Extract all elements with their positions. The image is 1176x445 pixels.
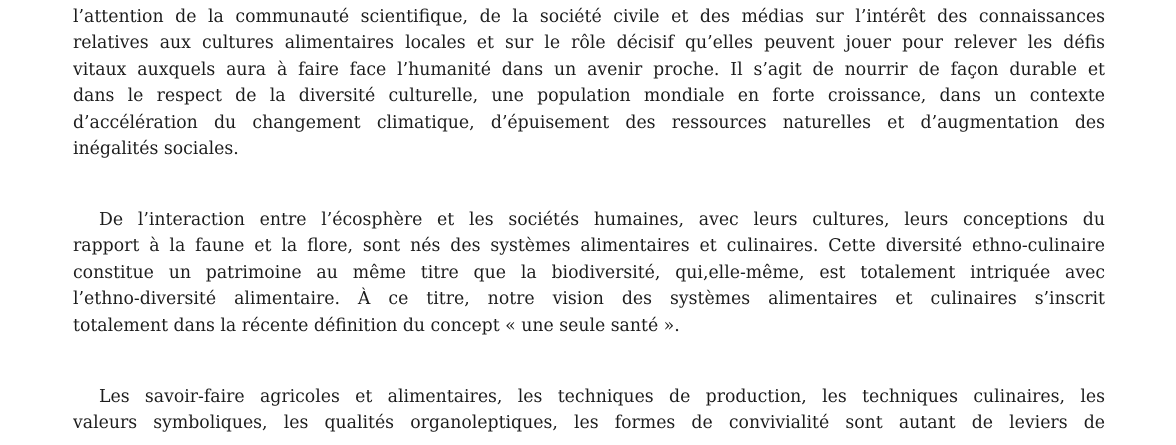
text-line: relatives aux cultures alimentaires locales et sur le rôle décisif qu’elles peuvent jouer pour relever les défis: [73, 33, 1105, 54]
text-line: totalement dans la récente définition du concept « une seule santé ».: [73, 315, 680, 336]
text-line: d’accélération du changement climatique, d’épuisement des ressources naturelles et d’augmentation des: [73, 112, 1105, 133]
text-line: constitue un patrimoine au même titre que la biodiversité, qui,elle-même, est totalement intriquée avec: [73, 262, 1105, 283]
document-page: [73, 0, 1105, 445]
text-line: dans le respect de la diversité culturelle, une population mondiale en forte croissance, dans un contexte: [73, 86, 1105, 107]
text-line: inégalités sociales.: [73, 139, 239, 160]
paragraph-3: [73, 384, 1105, 437]
paragraph-1: [73, 4, 1105, 162]
text-line: rapport à la faune et la flore, sont nés des systèmes alimentaires et culinaires. Cette diversité ethno-culinaire: [73, 236, 1105, 257]
text-line: De l’interaction entre l’écosphère et les sociétés humaines, avec leurs cultures, leurs conceptions du: [99, 210, 1105, 230]
text-line: valeurs symboliques, les qualités organoleptiques, les formes de convivialité sont autant de leviers de: [73, 413, 1105, 434]
text-line: vitaux auxquels aura à faire face l’humanité dans un avenir proche. Il s’agit de nourrir de façon durable et: [73, 59, 1105, 80]
paragraph-2: [73, 207, 1105, 339]
text-line: l’ethno-diversité alimentaire. À ce titre, notre vision des systèmes alimentaires et culinaires s’inscrit: [73, 289, 1105, 310]
text-line: l’attention de la communauté scientifique, de la société civile et des médias sur l’intérêt des connaissances: [73, 7, 1105, 27]
text-line: Les savoir-faire agricoles et alimentaires, les techniques de production, les techniques culinaires, les: [99, 387, 1105, 407]
